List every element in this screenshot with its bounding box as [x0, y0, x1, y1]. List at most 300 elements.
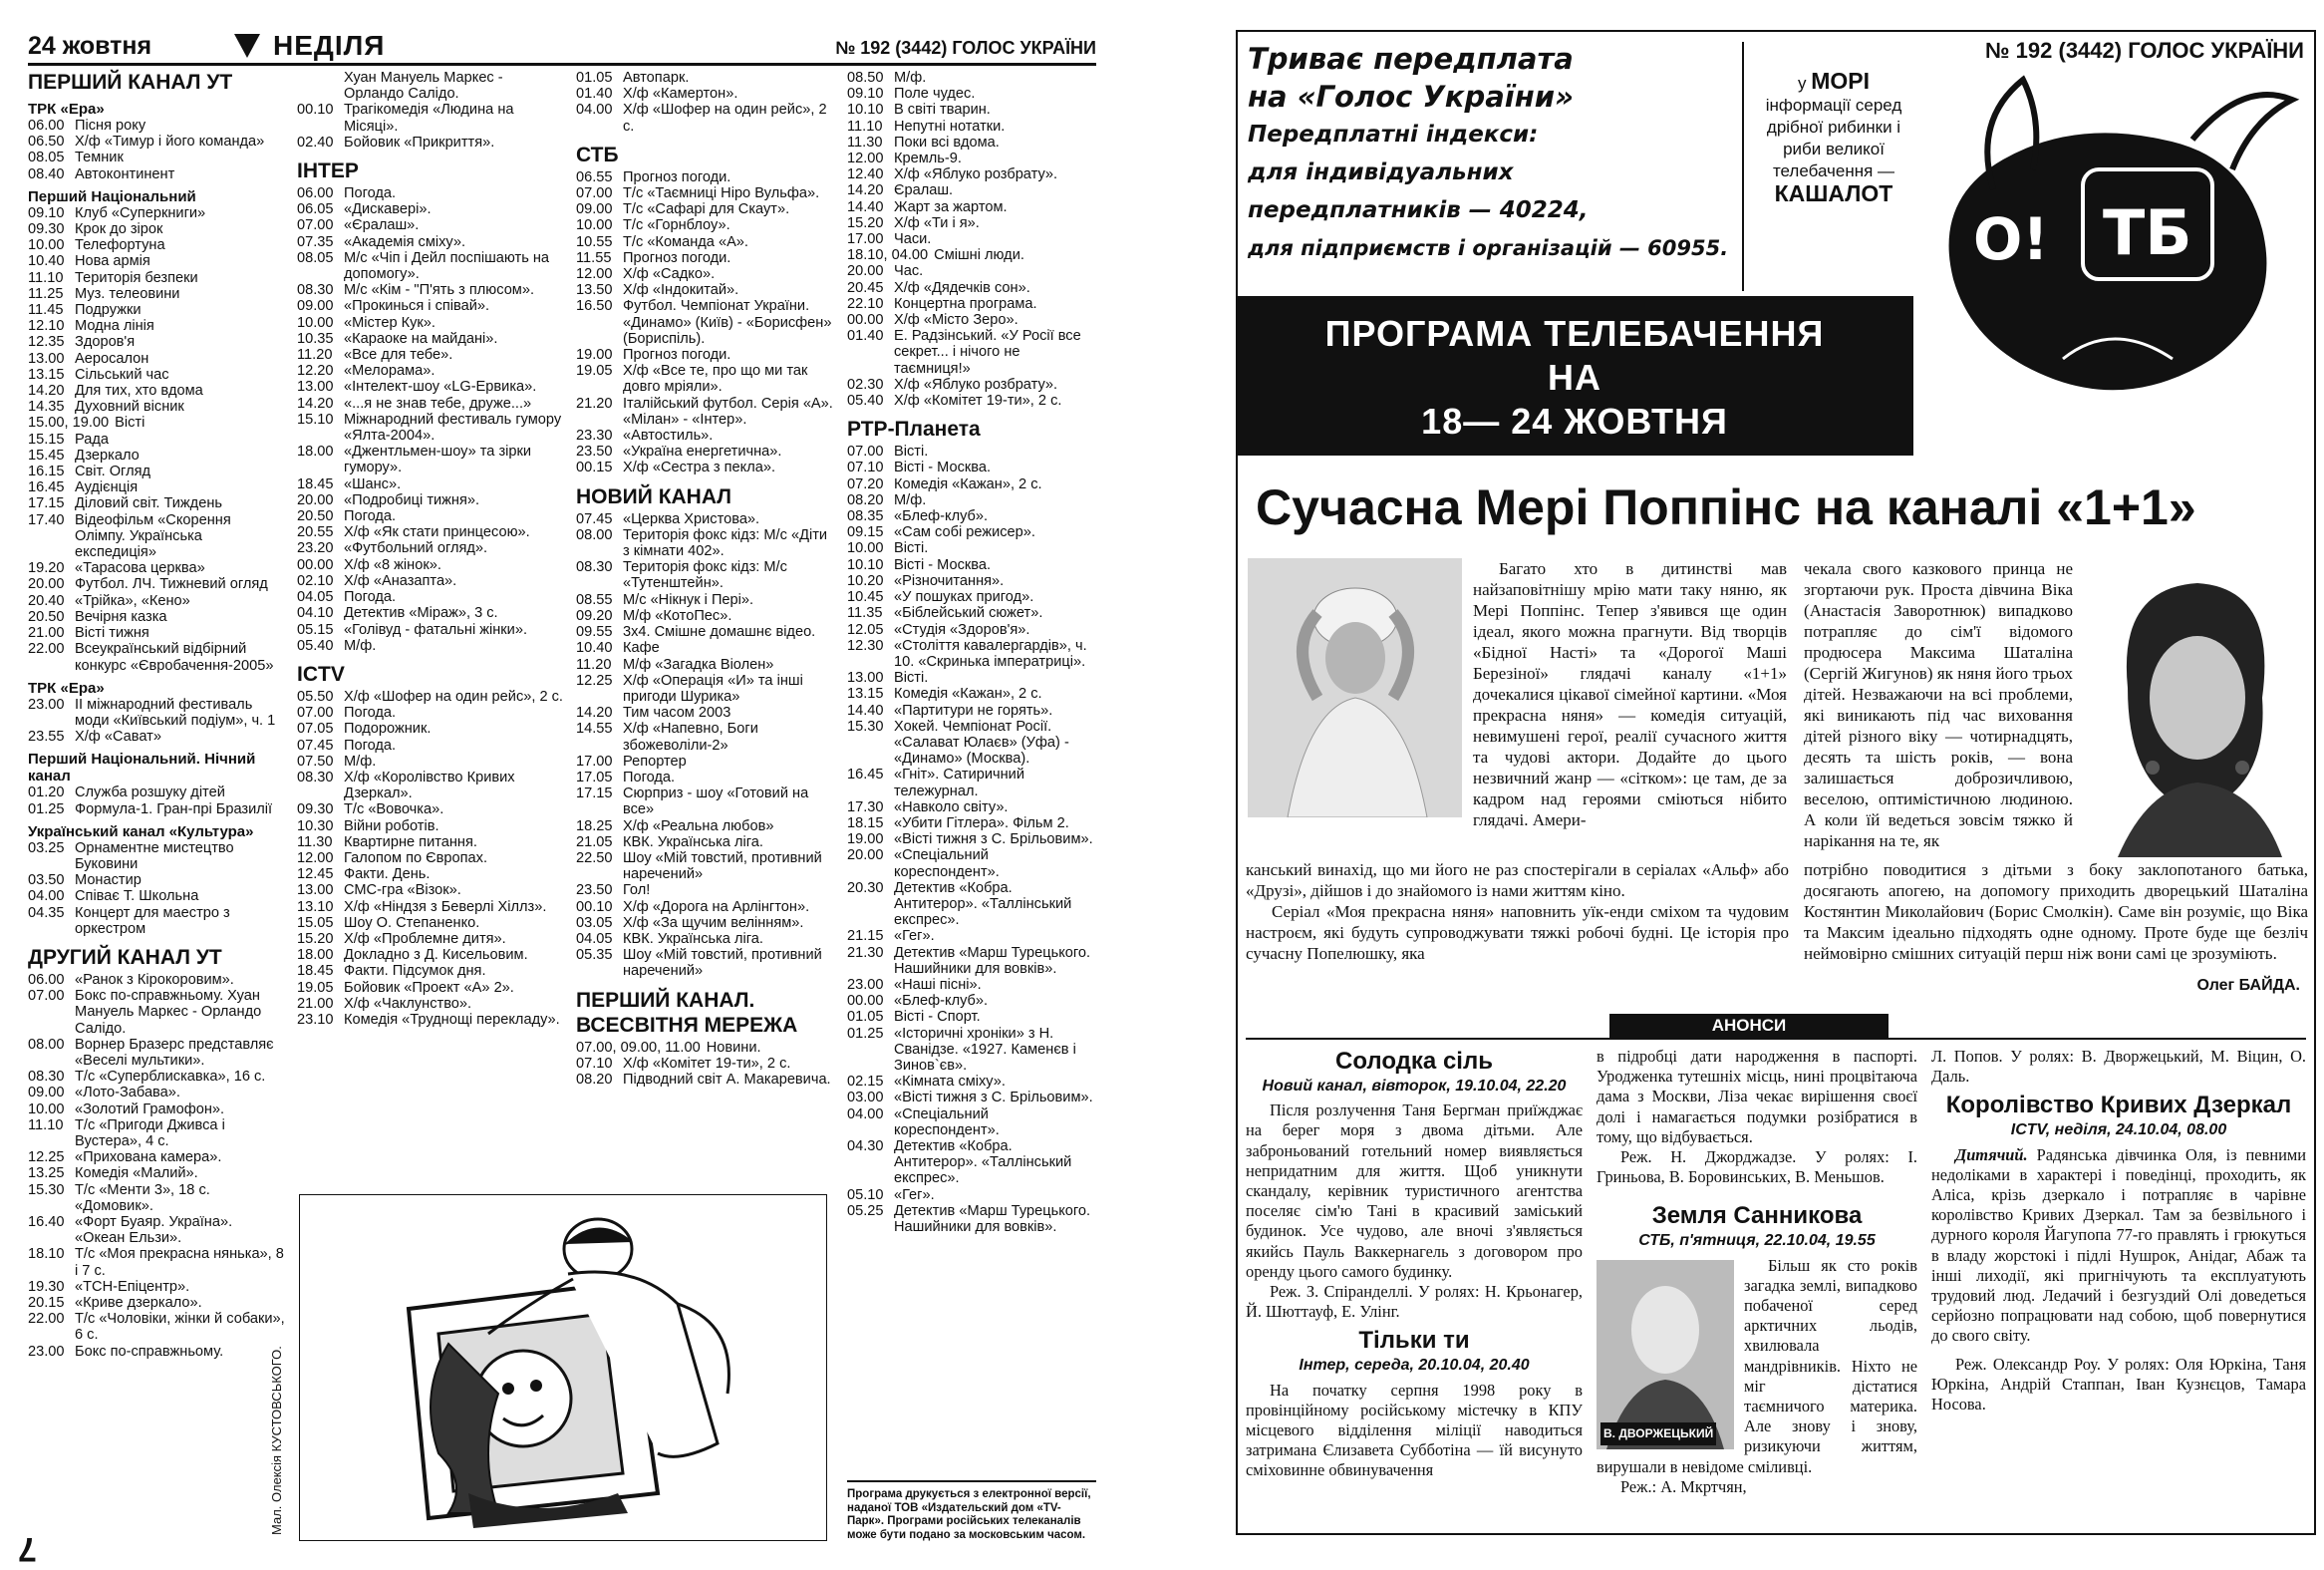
program-time: 16.15: [28, 464, 65, 480]
program-time: 00.15: [576, 460, 613, 476]
program-time: 20.00: [847, 263, 884, 280]
program-entry: [297, 201, 566, 217]
program-entry: [28, 205, 285, 221]
program-title: Репортер: [623, 753, 687, 770]
program-title: Бокс по-справжньому. Хуан Мануель Маркес - Орландо Салідо.: [75, 988, 262, 1037]
program-title: Автоконтинент: [75, 165, 175, 182]
program-time: 10.20: [847, 572, 884, 589]
program-entry: [576, 1056, 837, 1072]
program-title: Територія безпеки: [75, 269, 198, 286]
article-col-1-bottom: [1246, 859, 1789, 964]
program-entry: [297, 899, 566, 915]
banner-line-1: ПРОГРАМА ТЕЛЕБАЧЕННЯ: [1324, 313, 1825, 354]
program-title: «Дискавері».: [344, 201, 432, 218]
program-entry: [576, 102, 837, 134]
program-time: 13.00: [297, 882, 334, 899]
program-title: М/ф «Загадка Віолен»: [623, 656, 774, 673]
program-title: Хуан Мануель Маркес - Орландо Салідо.: [344, 70, 503, 103]
program-title: «Єралаш».: [344, 217, 420, 234]
program-entry: [28, 1246, 285, 1278]
program-time: 14.40: [847, 198, 884, 215]
program-entry: [28, 512, 285, 561]
program-title: Х/ф «Дорога на Арлінгтон».: [623, 898, 810, 915]
program-time: 08.35: [847, 508, 884, 525]
program-time: 04.00: [847, 1105, 884, 1122]
anons-title: Королівство Кривих Дзеркал: [1945, 1092, 2292, 1119]
program-entry: [297, 412, 566, 444]
program-time: 23.00: [28, 1343, 65, 1360]
program-entry: [847, 622, 1096, 638]
program-entry: [297, 135, 566, 151]
program-title: «ТСН-Епіцентр».: [75, 1278, 190, 1295]
program-title: КВК. Українська ліга.: [623, 930, 763, 947]
listing-column-2: [297, 70, 566, 1028]
program-time: 13.00: [297, 379, 334, 396]
program-entry: [28, 641, 285, 673]
program-title: «Автостиль».: [623, 428, 714, 445]
program-entry: [28, 1182, 285, 1214]
program-time: 18.25: [576, 817, 613, 834]
program-title: «...я не знав тебе, друже...»: [344, 395, 532, 412]
program-entry: [576, 850, 837, 882]
program-title: Т/с «Чоловіки, жінки й собаки», 6 с.: [75, 1311, 285, 1344]
program-entry: [28, 1085, 285, 1100]
program-title: Аудієнція: [75, 479, 139, 496]
program-title: Х/ф «Шофер на один рейс», 2 с.: [623, 102, 827, 135]
program-entry: [847, 247, 1096, 263]
program-entry: [847, 1026, 1096, 1075]
program-entry: [297, 931, 566, 947]
program-time: 08.05: [297, 249, 334, 266]
program-entry: [28, 351, 285, 367]
program-entry: [576, 169, 837, 185]
channel-subheading: Український канал «Культура»: [28, 822, 254, 840]
program-entry: [28, 801, 285, 817]
header-day: НЕДІЛЯ: [273, 30, 386, 61]
program-time: 10.30: [297, 817, 334, 834]
program-title: Вісті.: [894, 670, 929, 687]
program-time: 10.40: [28, 253, 65, 270]
program-time: 10.10: [847, 102, 884, 119]
program-time: 22.00: [28, 1311, 65, 1328]
program-title: Вечірня казка: [75, 608, 167, 625]
anons-col-3: [1931, 1047, 2306, 1414]
program-time: 03.25: [28, 839, 65, 856]
program-time: 11.30: [297, 833, 333, 850]
anons-divider: [1246, 1038, 2306, 1040]
program-title: Поле чудес.: [894, 86, 976, 103]
program-time: 23.30: [576, 428, 613, 445]
program-time: 08.05: [28, 150, 65, 166]
program-entry: [847, 377, 1096, 393]
program-title: «Вісті тижня з С. Брільовим».: [894, 831, 1093, 848]
program-title: Футбол. Чемпіонат України. «Динамо» (Київ) - «Борисфен» (Бориспіль).: [623, 298, 832, 347]
program-time: 15.15: [28, 431, 65, 448]
program-time: 09.10: [28, 204, 65, 221]
program-title: Погода.: [344, 185, 397, 202]
program-entry: [28, 1295, 285, 1311]
program-entry: [28, 221, 285, 237]
mori-pre: у: [1797, 74, 1807, 93]
program-title: «Убити Гітлера». Фільм 2.: [894, 814, 1069, 831]
program-time: 08.40: [28, 165, 65, 182]
program-time: 21.15: [847, 928, 884, 945]
program-time: 10.45: [847, 589, 884, 606]
program-entry: [28, 560, 285, 576]
program-time: 11.45: [28, 302, 64, 319]
program-time: 06.00: [28, 971, 65, 988]
program-time: 05.25: [847, 1202, 884, 1219]
program-title: «Джентльмен-шоу» та зірки гумору».: [344, 444, 532, 476]
program-title: Духовний вісник: [75, 399, 184, 416]
program-title: «Блеф-клуб».: [894, 508, 989, 525]
program-time: 08.00: [28, 1036, 65, 1053]
program-entry: [297, 589, 566, 605]
program-entry: [297, 721, 566, 737]
program-entry: [28, 988, 285, 1037]
program-title: Х/ф «Тимур і його команда»: [75, 134, 265, 151]
program-entry: [576, 185, 837, 201]
subscription-line-2: на «Голос України»: [1248, 80, 1574, 114]
program-time: 11.55: [576, 249, 612, 266]
program-entry: [847, 393, 1096, 409]
anons-title: Тільки ти: [1358, 1327, 1470, 1355]
program-time: 09.30: [297, 801, 334, 818]
program-entry: [847, 1009, 1096, 1025]
program-time: 12.20: [297, 363, 334, 380]
program-title: Сюрприз - шоу «Готовий на все»: [623, 785, 809, 818]
program-time: 23.50: [576, 882, 613, 899]
program-time: 05.40: [847, 393, 884, 410]
program-time: 07.10: [576, 1055, 613, 1072]
article-author: Олег БАЙДА.: [2196, 977, 2300, 994]
program-title: Жарт за жартом.: [894, 198, 1008, 215]
program-time: 14.20: [297, 395, 334, 412]
program-entry: [576, 947, 837, 979]
program-entry: [576, 460, 837, 475]
program-entry: [28, 593, 285, 609]
program-entry: [297, 282, 566, 298]
program-entry: [297, 689, 566, 705]
program-entry: [576, 527, 837, 559]
program-title: Х/ф «Ніндзя з Беверлі Хіллз».: [344, 898, 547, 915]
program-title: «Футбольний огляд».: [344, 540, 488, 557]
program-title: «Сам собі режисер».: [894, 524, 1035, 541]
program-time: 11.20: [297, 347, 333, 364]
program-entry: [576, 250, 837, 266]
program-time: 15.45: [28, 447, 65, 464]
program-entry: [297, 834, 566, 850]
program-entry: [847, 492, 1096, 508]
program-title: Х/ф «Камертон».: [623, 86, 738, 103]
anons-title: Солодка сіль: [1335, 1048, 1493, 1075]
program-time: 06.55: [576, 168, 613, 185]
actor-portrait: [1597, 1260, 1734, 1449]
program-entry: [847, 977, 1096, 993]
program-time: 17.15: [576, 785, 613, 802]
program-time: 12.45: [297, 866, 334, 883]
program-entry: [28, 367, 285, 383]
program-title: Єралаш.: [894, 182, 954, 199]
program-entry: [28, 432, 285, 448]
program-title: М/с «Нікнук і Пері».: [623, 591, 754, 608]
article-paragraph: Багато хто в дитинстві мав найзаповітнішу мрію мати таку няню, як Мері Поппінс. Тепер з'явився ще один ідеал, якого можна прагнути. Від творців «Бідної Насті» та «Дорогої Маші Березіної» глядачі каналу «1+1» дочекалися цікавої сімейної картини. «Моя прекрасна няня» — комедія ситуацій, невимушені герої, реалії сучасного життя та чудові актори. Додайте до цього незвичний жанр — «сітком»: це там, де за кадром над героями сміються нібито глядачі. Амери-: [1473, 559, 1787, 829]
program-title: Факти. День.: [344, 866, 431, 883]
program-title: Здоров'я: [75, 334, 136, 351]
anons-meta: СТБ, п'ятниця, 22.10.04, 19.55: [1638, 1232, 1876, 1250]
program-entry: [576, 624, 837, 640]
program-time: 08.00: [576, 526, 613, 543]
program-title: «Століття кавалергардів», ч. 10. «Скринька імператриці».: [894, 637, 1087, 670]
program-title: Т/с «Пригоди Дживса і Вустера», 4 с.: [75, 1116, 225, 1149]
program-time: 13.50: [576, 282, 613, 299]
program-entry: [297, 492, 566, 508]
program-time: 08.30: [28, 1069, 65, 1086]
program-entry: [28, 1214, 285, 1246]
program-time: 18.15: [847, 814, 884, 831]
program-time: 23.00: [28, 696, 65, 713]
cartoon-credit: Мал. Олексія КУСТОВСЬКОГО.: [269, 1346, 284, 1535]
program-entry: [576, 834, 837, 850]
channel-heading: СТБ: [576, 143, 619, 166]
logo-tb: ТБ: [2103, 196, 2192, 269]
anons-text: Більш як сто років загадка землі, випадково побаченої серед арктичних льодів, хвилювала мандрівників. Ніхто не міг дістатися таємничого материка. Але знову і знову, ризикуючи життям, вирушали в невідоме сміливці.: [1597, 1255, 1917, 1476]
program-time: 09.00: [28, 1085, 65, 1101]
program-entry: [847, 296, 1096, 312]
program-title: «Навколо світу».: [894, 798, 1009, 815]
program-entry: [576, 818, 837, 834]
program-title: «Академія сміху».: [344, 233, 466, 250]
program-entry: [28, 270, 285, 286]
program-entry: [297, 754, 566, 770]
program-time: 01.25: [28, 800, 65, 817]
program-time: 19.05: [576, 363, 613, 380]
program-title: «Трійка», «Кено»: [75, 592, 190, 609]
program-entry: [28, 334, 285, 350]
program-time: 13.15: [847, 686, 884, 703]
program-time: 17.00: [576, 753, 613, 770]
program-time: 07.10: [847, 460, 884, 476]
program-entry: [576, 770, 837, 785]
program-time: 17.05: [576, 769, 613, 785]
program-title: Погода.: [344, 705, 397, 722]
program-title: «Різночитання».: [894, 572, 1005, 589]
program-title: Х/ф «Все те, про що ми так довго мріяли».: [623, 363, 808, 396]
program-title: «Голівуд - фатальні жінки».: [344, 621, 528, 638]
program-entry: [28, 383, 285, 399]
program-time: 09.55: [576, 624, 613, 641]
program-entry: [297, 705, 566, 721]
program-title: «Містер Кук».: [344, 314, 436, 331]
program-title: Вісті - Москва.: [894, 460, 992, 476]
program-entry: [28, 972, 285, 988]
program-time: 02.30: [847, 376, 884, 393]
program-title: Шоу О. Степаненко.: [344, 914, 480, 931]
program-time: 04.05: [297, 589, 334, 606]
program-title: «Подробиці тижня».: [344, 491, 480, 508]
channel-heading: ПЕРШИЙ КАНАЛ. ВСЕСВІТНЯ МЕРЕЖА: [576, 988, 798, 1037]
program-time: 09.20: [576, 607, 613, 624]
anons-cast: Реж. Н. Джорджадзе. У ролях: І. Гриньова, В. Боровинських, В. Меньшов.: [1597, 1147, 1917, 1187]
program-title: Х/ф «Реальна любов»: [623, 817, 774, 834]
program-entry: [28, 872, 285, 888]
program-time: 15.20: [847, 214, 884, 231]
mori-kashalot: КАШАЛОТ: [1774, 180, 1893, 206]
channel-subheading: ТРК «Ера»: [28, 679, 105, 697]
program-title: Погода.: [344, 589, 397, 606]
program-title: Х/ф «Як стати принцесою».: [344, 524, 530, 541]
program-title: «Кімната сміху».: [894, 1074, 1006, 1091]
program-entry: [28, 1311, 285, 1343]
program-entry: [576, 428, 837, 444]
program-title: «Гег».: [894, 928, 935, 945]
anons-meta: Інтер, середа, 20.10.04, 20.40: [1299, 1357, 1530, 1375]
channel-heading: РТР-Планета: [847, 418, 981, 442]
program-title: Х/ф «Яблуко розбрату».: [894, 166, 1058, 183]
program-time: 10.00: [297, 314, 334, 331]
listing-column-3: [576, 70, 837, 1088]
program-entry: [28, 1344, 285, 1360]
program-title: Муз. телеовини: [75, 285, 180, 302]
program-time: 15.30: [28, 1181, 65, 1198]
program-time: 04.10: [297, 605, 334, 622]
program-time: 15.30: [847, 718, 884, 735]
program-title: Х/ф «Шофер на один рейс», 2 с.: [344, 688, 563, 705]
program-title: Нова армія: [75, 253, 150, 270]
program-time: 07.50: [297, 753, 334, 770]
program-entry: [297, 866, 566, 882]
program-title: Погода.: [344, 508, 397, 525]
program-time: 01.20: [28, 785, 65, 801]
program-time: 06.00: [297, 185, 334, 202]
anons-cast: Реж. Олександр Роу. У ролях: Оля Юркіна, Таня Юркіна, Андрій Стаппан, Іван Кузнєцов, Тамара Носова.: [1931, 1354, 2306, 1414]
program-time: 12.25: [28, 1149, 65, 1166]
program-time: 07.20: [847, 475, 884, 492]
program-time: 05.50: [297, 688, 334, 705]
program-entry: [28, 118, 285, 134]
program-entry: [847, 767, 1096, 798]
program-time: 07.00: [297, 705, 334, 722]
program-title: Для тих, хто вдома: [75, 383, 203, 400]
program-entry: [28, 415, 285, 431]
header-issue: № 192 (3442) ГОЛОС УКРАЇНИ: [1985, 38, 2304, 63]
program-title: ІІ міжнародний фестиваль моди «Київський подіум», ч. 1: [75, 696, 276, 729]
program-entry: [28, 609, 285, 625]
program-title: Тим часом 2003: [623, 705, 731, 722]
program-time: 07.00: [847, 444, 884, 461]
divider: [1742, 42, 1744, 291]
program-title: Т/с «Горнблоу».: [623, 217, 730, 234]
program-entry: [576, 444, 837, 460]
program-title: Х/ф «Королівство Кривих Дзеркал».: [344, 769, 515, 802]
program-entry: [297, 980, 566, 996]
program-entry: [847, 557, 1096, 573]
program-time: 10.10: [847, 556, 884, 573]
program-entry: [847, 166, 1096, 182]
program-time: 04.35: [28, 904, 65, 921]
program-time: 17.30: [847, 798, 884, 815]
program-title: Вісті тижня: [75, 625, 149, 642]
program-entry: [297, 1012, 566, 1028]
program-title: «Україна енергетична».: [623, 444, 782, 461]
program-time: [297, 70, 344, 102]
actor-photo: [1597, 1260, 1734, 1449]
channel-heading: НОВИЙ КАНАЛ: [576, 484, 731, 508]
program-entry: [28, 888, 285, 904]
program-entry: [847, 215, 1096, 231]
program-entry: [297, 508, 566, 524]
program-title: Служба розшуку дітей: [75, 785, 225, 801]
program-entry: [28, 448, 285, 464]
program-title: Бокс по-справжньому.: [75, 1343, 224, 1360]
program-time: 05.40: [297, 637, 334, 654]
program-title: «Гніт». Сатиричний тележурнал.: [894, 767, 1024, 799]
program-title: «Партитури не горять».: [894, 702, 1053, 719]
source-footnote: Програма друкується з електронної версії, наданої ТОВ «Издательский дом «TV-Парк». Програми російських телеканалів може бути подано за московським часом.: [847, 1480, 1096, 1542]
program-time: 02.15: [847, 1074, 884, 1091]
program-title: Х/ф «Напевно, Боги збожеволіли-2»: [623, 721, 758, 754]
program-time: 10.00: [28, 237, 65, 254]
program-title: Бойовик «Проект «А» 2».: [344, 979, 514, 996]
listing-column-4: [847, 70, 1096, 1235]
program-entry: [576, 298, 837, 347]
anons-cast: Л. Попов. У ролях: В. Дворжецький, М. Віцин, О. Даль.: [1931, 1047, 2306, 1087]
program-title: «Криве дзеркало».: [75, 1295, 202, 1311]
program-time: 11.35: [847, 605, 883, 622]
program-entry: [847, 263, 1096, 279]
program-entry: [28, 1037, 285, 1069]
article-paragraph: потрібно поводитися з дітьми з боку заклопотаного батька, досягають апогею, на допомогу приходить дворецький Шаталіна Костянтин Миколайович (Борис Смолкін). Саме він розуміє, що Віка та Максим ідеально підходять одне одному. Проте буде ще безліч неймовірно смішних ситуацій перш ніж вони самі це зрозуміють.: [1804, 860, 2308, 963]
program-entry: [297, 315, 566, 331]
program-title: Діловий світ. Тиждень: [75, 495, 222, 512]
program-entry: [297, 770, 566, 801]
whale-tv-logo: [1913, 60, 2307, 439]
program-entry: [847, 880, 1096, 929]
program-title: «Ранок з Кірокоровим».: [75, 971, 234, 988]
program-time: 00.00: [847, 993, 884, 1010]
program-title: «Мелорама».: [344, 363, 436, 380]
program-title: Детектив «Марш Турецького. Нашийники для вовків».: [894, 1202, 1091, 1236]
subscription-line-3: Передплатні індекси:: [1248, 122, 1539, 148]
program-entry: [28, 464, 285, 479]
program-title: М/ф.: [894, 491, 927, 508]
program-title: Комедія «Труднощі перекладу».: [344, 1011, 560, 1028]
program-title: «Шанс».: [344, 475, 402, 492]
program-title: Часи.: [894, 231, 932, 248]
program-time: 21.20: [576, 395, 613, 412]
program-time: 01.05: [576, 70, 613, 86]
program-title: Х/ф «Індокитай».: [623, 282, 739, 299]
program-title: М/ф.: [344, 753, 377, 770]
program-entry: [847, 540, 1096, 556]
program-entry: [576, 882, 837, 898]
program-entry: [297, 331, 566, 347]
program-time: 23.10: [297, 1011, 334, 1028]
program-entry: [297, 217, 566, 233]
program-title: Т/с «Моя прекрасна нянька», 8 і 7 с.: [75, 1246, 284, 1279]
program-time: 18.10, 04.00: [847, 247, 929, 264]
program-entry: [297, 363, 566, 379]
anons-text: в підробці дати народження в паспорті. Уродженка тутешніх місць, нині процвітаюча дама з Москви, Ліза чекає вирішення своєї долі і намагається подумки розібратися в тому, що відбувається.: [1597, 1047, 1917, 1146]
program-title: Комедія «Кажан», 2 с.: [894, 686, 1042, 703]
program-entry: [847, 524, 1096, 540]
program-title: Т/с «Менти 3», 18 с. «Домовик».: [75, 1181, 210, 1214]
program-time: 05.35: [576, 947, 613, 964]
program-time: 09.30: [28, 221, 65, 238]
program-entry: [847, 102, 1096, 118]
program-entry: [28, 479, 285, 495]
channel-subheading: Перший Національний: [28, 187, 196, 205]
